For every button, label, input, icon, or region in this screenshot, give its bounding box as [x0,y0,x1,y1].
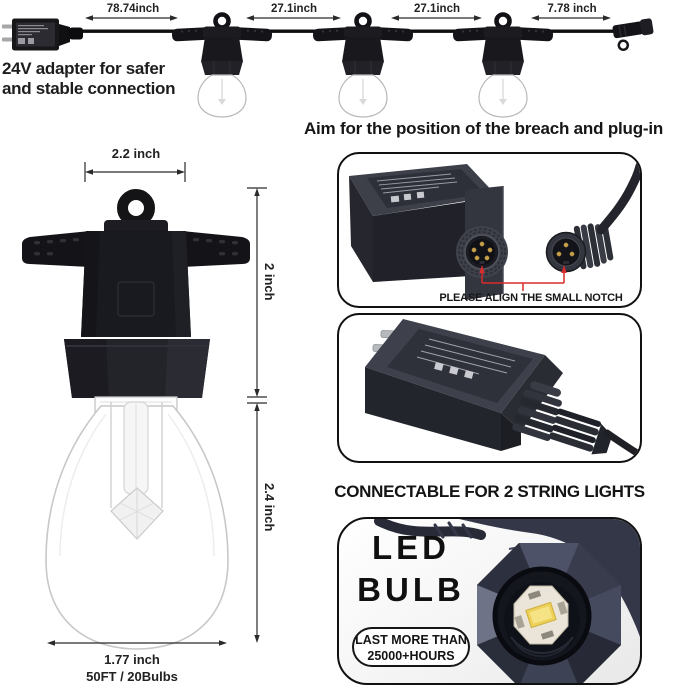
align-notch-note: PLEASE ALIGN THE SMALL NOTCH [439,292,623,304]
dim-socket-width-arrow [85,162,185,182]
bulb-dimension-diagram [0,140,310,688]
plug-align-panel [337,152,642,308]
power-adapter-illustration [2,19,83,51]
dimension-label-end-tail: 7.78 inch [547,3,597,15]
lifespan-badge [352,627,470,667]
connectable-heading: CONNECTABLE FOR 2 STRING LIGHTS [334,482,645,501]
end-connector-illustration [612,18,656,51]
bulb-socket-illustration [453,15,554,118]
plug-guide-heading: Aim for the position of the breach and plug-in [303,119,664,138]
socket-hanging-loop [123,195,150,222]
glass-bulb [46,397,228,649]
led-title-line1: LED [372,529,450,566]
socket-hex-collar [64,339,210,398]
dimension-label-bulb-spacing-1: 27.1inch [270,3,318,15]
dimension-label-glass-height: 2.4 inch [262,483,277,532]
dimension-label-socket-height: 2 inch [262,263,277,301]
dimension-label-bulb-spacing-2: 27.1inch [413,3,461,15]
led-title-line2: BULB [357,571,465,608]
socket-body [81,220,191,337]
lifespan-badge-line2: 25000+HOURS [367,648,455,663]
wall-adapter-panel [337,313,642,463]
dimension-label-glass-width: 1.77 inch [104,652,160,667]
adapter-connector-photo [339,154,640,306]
led-bulb-panel [337,517,642,685]
dimension-label-adapter-lead: 78.74inch [106,3,160,15]
dimension-label-socket-width: 2.2 inch [111,146,161,161]
adapter-caption-line1: 24V adapter for safer [2,59,165,78]
lifespan-badge-line1: LAST MORE THAN [355,633,467,647]
adapter-caption-line2: and stable connection [2,79,176,98]
adapter-caption [2,59,222,99]
wall-adapter-photo [339,315,640,461]
bulb-socket-illustration [313,15,414,118]
spec-label: 50FT / 20Bulbs [86,669,178,684]
